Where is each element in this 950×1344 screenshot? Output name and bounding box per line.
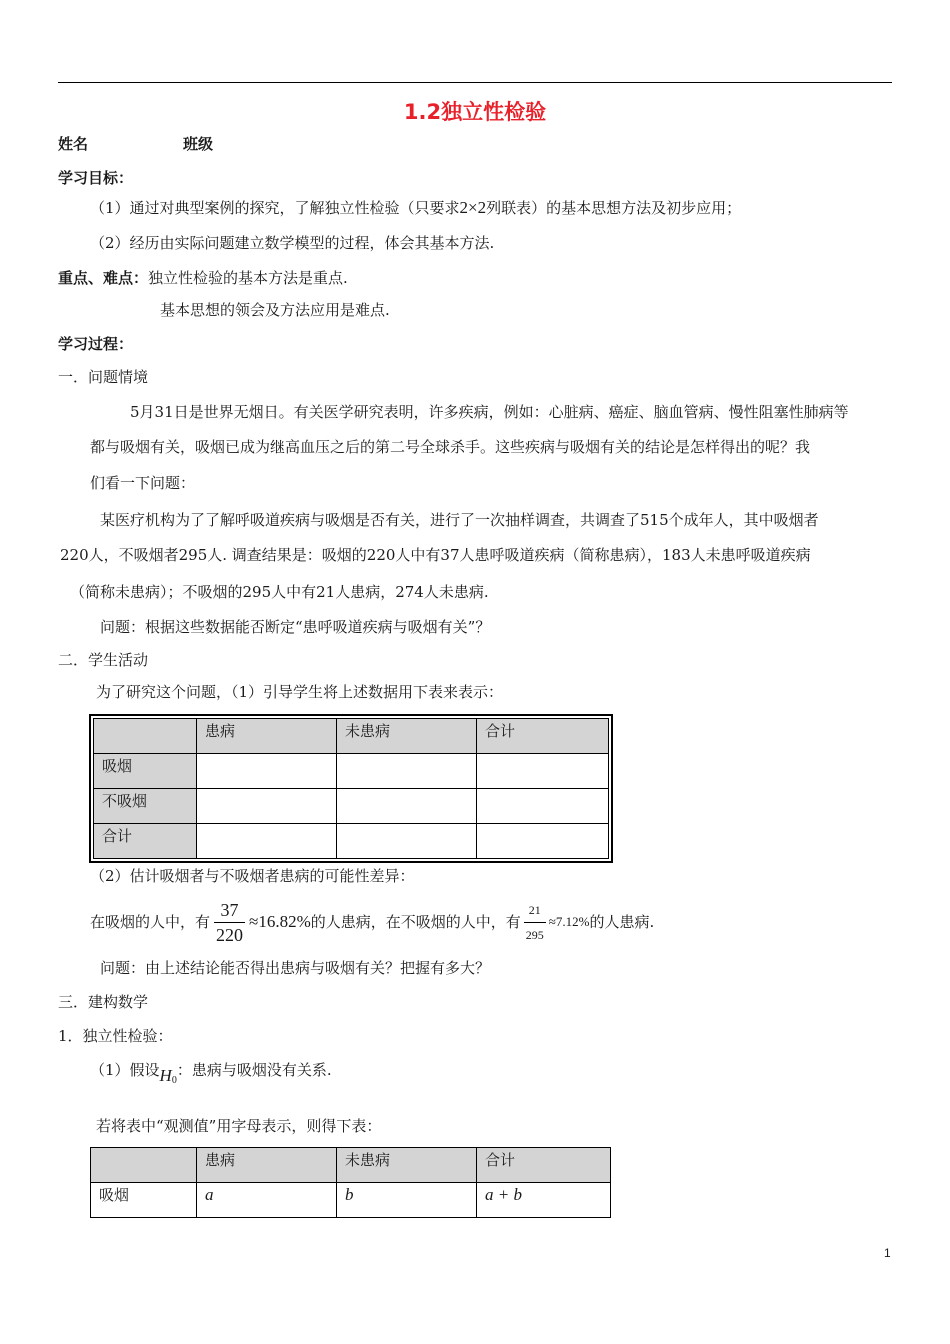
section-1-para-2-line-3: （简称未患病）；不吸烟的295人中有21人患病，274人未患病. [70,583,489,601]
goal-1-text-a: （1）通过对典型案例的探究，了解独立性检验（只要求 [90,199,460,217]
fraction-denominator: 220 [216,924,244,945]
name-label: 姓名 [58,135,89,153]
table-cell [91,1148,197,1183]
goal-1 [90,198,741,218]
keypoints-line-1 [58,268,348,288]
table-cell [197,754,337,789]
section-2-intro: 为了研究这个问题，（1）引导学生将上述数据用下表来表示： [96,683,504,701]
goal-2: （2）经历由实际问题建立数学模型的过程，体会其基本方法. [90,234,495,252]
table-row [91,1183,611,1218]
approx-value-2: ≈7.12% [548,914,590,929]
table-cell [197,789,337,824]
table-row [91,1148,611,1183]
fraction-37-220 [214,898,245,947]
section-3-sub-1: 1．独立性检验： [58,1027,173,1045]
table-2-intro: 若将表中“观测值”用字母表示，则得下表： [96,1117,382,1135]
goals-heading: 学习目标： [58,169,134,187]
table-row-label: 合计 [94,824,197,859]
contingency-table-1 [93,718,609,859]
keypoints-line-2: 基本思想的领会及方法应用是难点. [160,301,390,319]
section-1-question: 问题：根据这些数据能否断定“患呼吸道疾病与吸烟有关”？ [100,618,491,636]
ratio-text-c: 的人患病. [589,913,655,931]
section-1-para-1-line-3: 们看一下问题： [90,474,196,492]
hypothesis-subscript: 0 [171,1075,177,1086]
table-header-cell: 患病 [197,1148,337,1183]
table-row-label: 吸烟 [94,754,197,789]
hypothesis-text-a: （1）假设 [90,1061,160,1079]
table-row [94,719,609,754]
section-1-para-1-line-1: 5月31日是世界无烟日。有关医学研究表明，许多疾病，例如：心脏病、癌症、脑血管病、慢性阻塞性肺病等 [130,403,849,421]
header-rule [58,82,892,83]
table-row [94,754,609,789]
table-cell: a + b [477,1183,611,1218]
fraction-21-295 [524,898,546,947]
fraction-denominator: 295 [525,927,544,942]
ratio-line [90,898,654,946]
table-header-cell: 未患病 [337,719,477,754]
goal-1-text-b: 列联表）的基本思想方法及初步应用； [486,199,742,217]
section-1-heading: 一．问题情境 [58,368,149,386]
table-row [94,789,609,824]
table-row-label: 不吸烟 [94,789,197,824]
section-2-question: 问题：由上述结论能否得出患病与吸烟有关？把握有多大？ [100,959,491,977]
process-heading: 学习过程： [58,335,134,353]
hypothesis-symbol: H [159,1066,172,1085]
ratio-text-b: 的人患病，在不吸烟的人中，有 [310,913,521,931]
class-label: 班级 [183,135,214,153]
hypothesis-line [90,1060,332,1087]
fraction-numerator: 21 [524,898,546,923]
ratio-text-a: 在吸烟的人中，有 [90,913,211,931]
table-cell [477,824,609,859]
table-cell: b [337,1183,477,1218]
page-number: 1 [884,1246,891,1260]
table-header-cell: 未患病 [337,1148,477,1183]
approx-value-1: ≈16.82% [249,912,311,931]
section-2-heading: 二．学生活动 [58,651,149,669]
contingency-table-2 [90,1147,611,1218]
table-cell: a [197,1183,337,1218]
table-cell [337,754,477,789]
table-cell [94,719,197,754]
section-3-heading: 三．建构数学 [58,993,149,1011]
goal-1-math: 2×2 [459,198,487,217]
fraction-numerator: 37 [214,898,245,923]
page-title: 1.2独立性检验 [403,100,547,124]
section-2-estimate: （2）估计吸烟者与不吸烟者患病的可能性差异： [90,867,415,885]
table-header-cell: 合计 [477,1148,611,1183]
hypothesis-text-b: ：患病与吸烟没有关系. [176,1061,332,1079]
table-row [94,824,609,859]
table-header-cell: 合计 [477,719,609,754]
table-row-label: 吸烟 [91,1183,197,1218]
section-1-para-2-line-2: 220人，不吸烟者295人. 调查结果是：吸烟的220人中有37人患呼吸道疾病（简称患病），183人未患呼吸道疾病 [60,546,811,564]
table-header-cell: 患病 [197,719,337,754]
section-1-para-1-line-2: 都与吸烟有关，吸烟已成为继高血压之后的第二号全球杀手。这些疾病与吸烟有关的结论是怎样得出的呢？我 [90,438,811,456]
table-cell [337,824,477,859]
keypoints-text-1: 独立性检验的基本方法是重点. [148,269,348,287]
section-1-para-2-line-1: 某医疗机构为了了解呼吸道疾病与吸烟是否有关，进行了一次抽样调查，共调查了515个成年人，其中吸烟者 [100,511,819,529]
table-cell [197,824,337,859]
keypoints-label: 重点、难点： [58,269,149,287]
table-cell [337,789,477,824]
table-cell [477,789,609,824]
table-cell [477,754,609,789]
